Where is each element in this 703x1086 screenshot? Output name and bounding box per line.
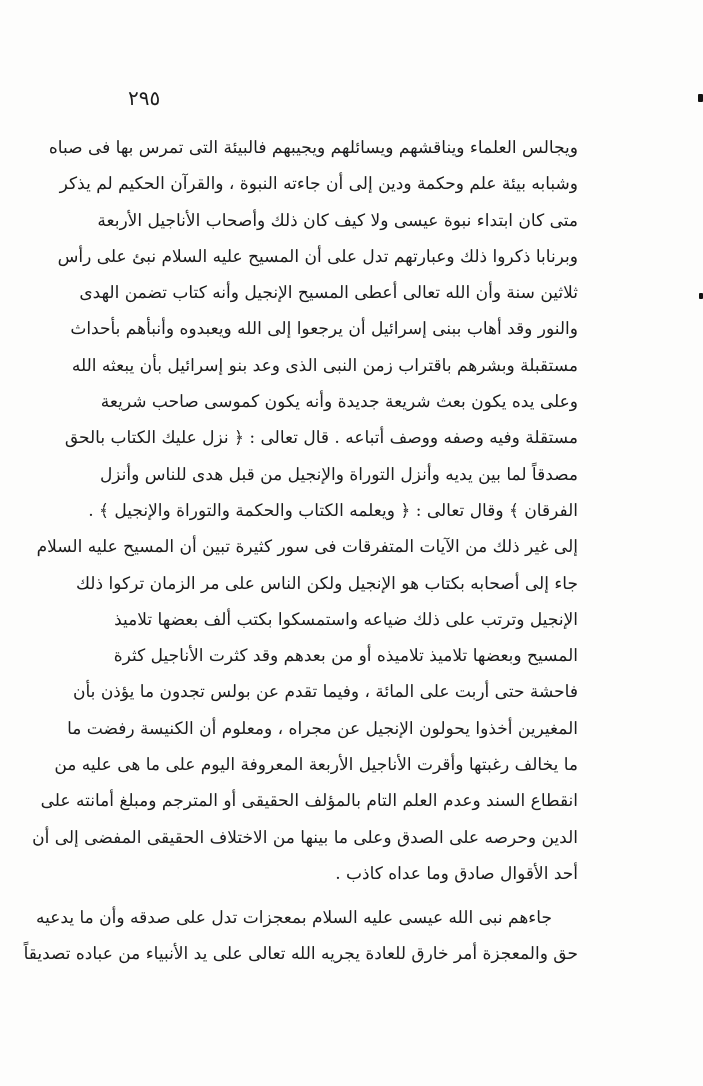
text-line: فاحشة حتى أربت على المائة ، وفيما تقدم عن بولس تجدون ما يؤذن بأن [73, 682, 578, 703]
text-line: إلى غير ذلك من الآيات المتفرقات فى سور كثيرة تبين أن المسيح عليه السلام [36, 537, 578, 558]
text-line: الفرقان ﴾ وقال تعالى : ﴿ ويعلمه الكتاب والحكمة والتوراة والإنجيل ﴾ . [88, 500, 578, 521]
text-line: حق والمعجزة أمر خارق للعادة يجريه الله تعالى على يد الأنبياء من عباده تصديقاً [23, 944, 578, 965]
page-edge-mark [699, 293, 703, 299]
text-line: جاء إلى أصحابه بكتاب هو الإنجيل ولكن الناس على مر الزمان تركوا ذلك [75, 573, 578, 594]
text-line: الدين وحرصه على الصدق وعلى ما بينها من الاختلاف الحقيقى المفضى إلى أن [32, 827, 578, 848]
text-line: المغيرين أخذوا يحولون الإنجيل عن مجراه ، ومعلوم أن الكنيسة رفضت ما [67, 718, 578, 739]
text-line: مصدقاً لما بين يديه وأنزل التوراة والإنجيل من قبل هدى للناس وأنزل [99, 464, 578, 485]
paragraph-second [23, 900, 578, 973]
text-line: مستقلة وفيه وصفه ووصف أتباعه . قال تعالى : ﴿ نزل عليك الكتاب بالحق [64, 428, 578, 449]
paragraph-main [32, 130, 578, 892]
text-line: وعلى يده يكون بعث شريعة جديدة وأنه يكون كموسى صاحب شريعة [100, 392, 578, 413]
text-line: ثلاثين سنة وأن الله تعالى أعطى المسيح الإنجيل وأنه كتاب تضمن الهدى [79, 283, 578, 304]
text-line: وبرنابا ذكروا ذلك وعبارتهم تدل على أن المسيح عليه السلام نبئ على رأس [57, 246, 578, 267]
text-line: أحد الأقوال صادق وما عداه كاذب . [335, 863, 578, 884]
text-line: انقطاع السند وعدم العلم التام بالمؤلف الحقيقى أو المترجم ومبلغ أمانته على [40, 791, 578, 812]
text-line: وشبابه بيئة علم وحكمة ودين إلى أن جاءته النبوة ، والقرآن الحكيم لم يذكر [59, 174, 578, 195]
text-line: مستقبلة وبشرهم باقتراب زمن النبى الذى وعد بنو إسرائيل بأن يبعثه الله [71, 355, 578, 376]
text-line: جاءهم نبى الله عيسى عليه السلام بمعجزات تدل على صدقه وأن ما يدعيه [36, 908, 552, 928]
text-line: الإنجيل وترتب على ذلك ضياعه واستمسكوا بكتب ألف بعضها تلاميذ [114, 609, 578, 630]
text-line: متى كان ابتداء نبوة عيسى ولا كيف كان ذلك وأصحاب الأناجيل الأربعة [97, 210, 578, 231]
page-edge-mark [698, 94, 703, 102]
text-line: ما يخالف رغبتها وأقرت الأناجيل الأربعة المعروفة اليوم على ما هى عليه من [54, 755, 578, 776]
text-line: المسيح وبعضها تلاميذ تلاميذه أو من بعدهم وقد كثرت الأناجيل كثرة [113, 646, 578, 667]
text-line: والنور وقد أهاب ببنى إسرائيل أن يرجعوا إلى الله ويعبدوه وأنبأهم بأحداث [70, 319, 578, 340]
text-line: ويجالس العلماء ويناقشهم ويسائلهم ويجيبهم فالبيئة التى تمرس بها فى صباه [48, 138, 578, 158]
page-number: ٢٩٥ [128, 86, 161, 110]
